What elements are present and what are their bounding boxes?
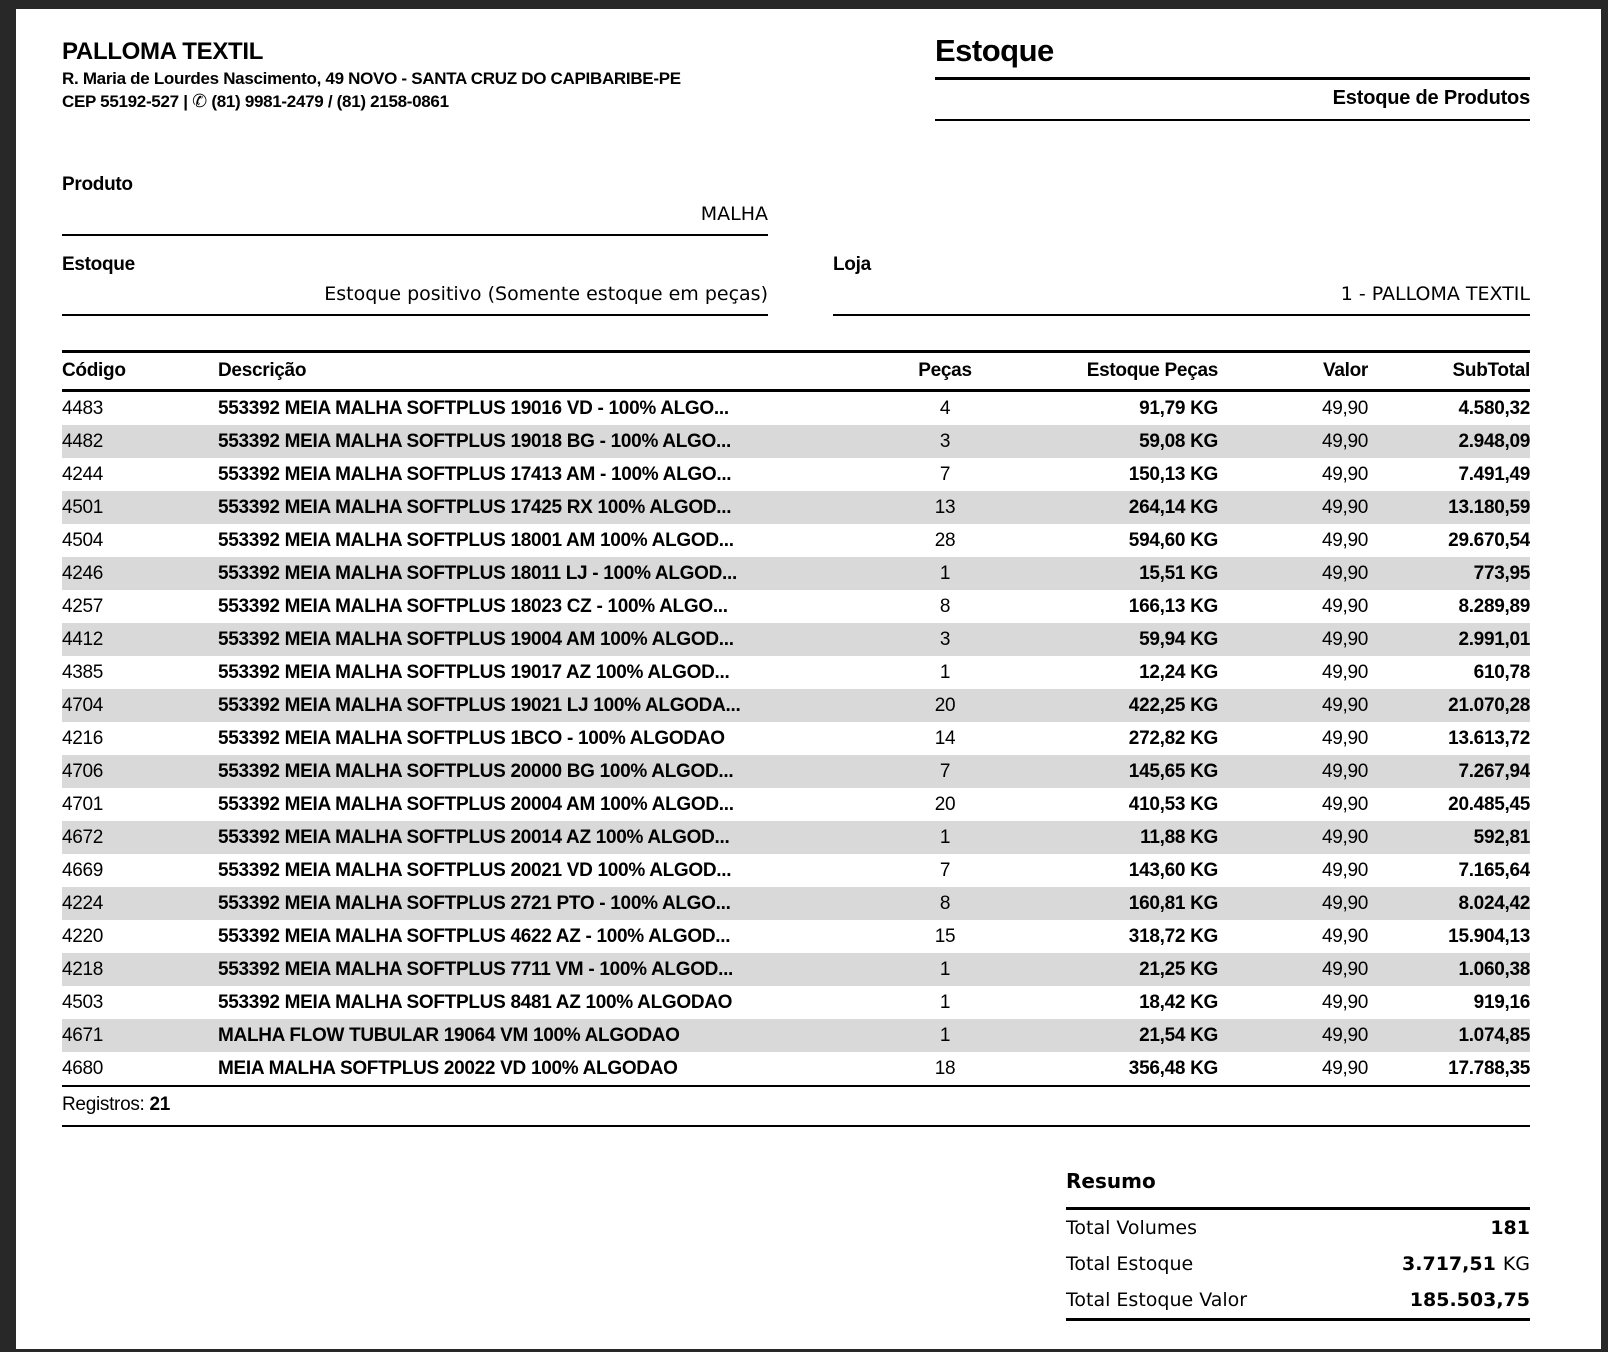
- cell-pecas: 7: [939, 760, 951, 782]
- cell-subtotal: 21.070,28: [1448, 694, 1530, 716]
- table-row: [62, 953, 1530, 986]
- cell-descricao: 553392 MEIA MALHA SOFTPLUS 19017 AZ 100% ALGOD...: [218, 661, 730, 683]
- produto-field-label: Produto: [62, 174, 133, 195]
- cell-pecas: 15: [934, 925, 956, 947]
- column-header-valor: Valor: [1323, 360, 1368, 381]
- cell-pecas: 8: [939, 595, 951, 617]
- column-header-codigo: Código: [62, 360, 126, 381]
- report-title: Estoque: [935, 33, 1530, 80]
- cell-subtotal: 13.613,72: [1448, 727, 1530, 749]
- cell-estoque_pecas: 12,24 KG: [1139, 661, 1218, 683]
- cell-codigo: 4218: [62, 958, 104, 980]
- estoque-field-label: Estoque: [62, 254, 135, 275]
- cell-descricao: 553392 MEIA MALHA SOFTPLUS 19021 LJ 100% ALGODA...: [218, 694, 741, 716]
- stock-table: [62, 350, 1530, 1127]
- cell-subtotal: 2.948,09: [1458, 430, 1530, 452]
- table-row: [62, 1019, 1530, 1052]
- cell-subtotal: 8.024,42: [1458, 892, 1530, 914]
- cell-valor: 49,90: [1321, 496, 1368, 518]
- cell-estoque_pecas: 145,65 KG: [1128, 760, 1218, 782]
- resumo-label: Total Estoque: [1066, 1253, 1194, 1275]
- cell-estoque_pecas: 410,53 KG: [1128, 793, 1218, 815]
- company-address: R. Maria de Lourdes Nascimento, 49 NOVO - SANTA CRUZ DO CAPIBARIBE-PE: [62, 69, 681, 88]
- cell-pecas: 8: [939, 892, 951, 914]
- table-row: [62, 392, 1530, 425]
- cell-descricao: 553392 MEIA MALHA SOFTPLUS 18023 CZ - 100% ALGO...: [218, 595, 728, 617]
- table-row: [62, 887, 1530, 920]
- cell-codigo: 4680: [62, 1057, 104, 1079]
- registros-row: [62, 1085, 1530, 1127]
- cell-codigo: 4482: [62, 430, 104, 452]
- cell-subtotal: 1.060,38: [1458, 958, 1530, 980]
- cell-pecas: 14: [934, 727, 956, 749]
- cell-descricao: 553392 MEIA MALHA SOFTPLUS 4622 AZ - 100% ALGOD...: [218, 925, 731, 947]
- cell-valor: 49,90: [1321, 793, 1368, 815]
- cell-pecas: 4: [939, 397, 951, 419]
- cell-subtotal: 13.180,59: [1448, 496, 1530, 518]
- cell-valor: 49,90: [1321, 958, 1368, 980]
- cell-subtotal: 8.289,89: [1458, 595, 1530, 617]
- cell-codigo: 4706: [62, 760, 104, 782]
- separator: |: [183, 92, 188, 111]
- cell-descricao: 553392 MEIA MALHA SOFTPLUS 18001 AM 100% ALGOD...: [218, 529, 734, 551]
- cell-valor: 49,90: [1321, 826, 1368, 848]
- table-row: [62, 656, 1530, 689]
- table-row: [62, 458, 1530, 491]
- table-row: [62, 689, 1530, 722]
- cell-valor: 49,90: [1321, 1057, 1368, 1079]
- cell-estoque_pecas: 356,48 KG: [1128, 1057, 1218, 1079]
- cell-codigo: 4385: [62, 661, 104, 683]
- cell-estoque_pecas: 264,14 KG: [1128, 496, 1218, 518]
- cell-codigo: 4220: [62, 925, 104, 947]
- cell-valor: 49,90: [1321, 859, 1368, 881]
- cell-estoque_pecas: 91,79 KG: [1139, 397, 1218, 419]
- cell-codigo: 4412: [62, 628, 104, 650]
- cell-codigo: 4216: [62, 727, 104, 749]
- cell-codigo: 4483: [62, 397, 104, 419]
- table-row: [62, 425, 1530, 458]
- cell-descricao: 553392 MEIA MALHA SOFTPLUS 20004 AM 100% ALGOD...: [218, 793, 734, 815]
- cell-pecas: 28: [934, 529, 956, 551]
- registros-label: Registros:: [62, 1094, 145, 1115]
- cell-valor: 49,90: [1321, 397, 1368, 419]
- report-subtitle: Estoque de Produtos: [935, 80, 1530, 121]
- cell-descricao: 553392 MEIA MALHA SOFTPLUS 17425 RX 100% ALGOD...: [218, 496, 732, 518]
- report-page: [16, 9, 1601, 1349]
- table-row: [62, 920, 1530, 953]
- cell-codigo: 4246: [62, 562, 104, 584]
- cell-subtotal: 17.788,35: [1448, 1057, 1530, 1079]
- cell-descricao: 553392 MEIA MALHA SOFTPLUS 8481 AZ 100% ALGODAO: [218, 991, 733, 1013]
- cell-descricao: 553392 MEIA MALHA SOFTPLUS 19018 BG - 100% ALGO...: [218, 430, 731, 452]
- column-header-estoque-pecas: Estoque Peças: [1086, 360, 1218, 381]
- estoque-field-value: Estoque positivo (Somente estoque em peças): [62, 283, 768, 316]
- cell-codigo: 4504: [62, 529, 104, 551]
- cell-valor: 49,90: [1321, 562, 1368, 584]
- cell-pecas: 7: [939, 859, 951, 881]
- cell-codigo: 4701: [62, 793, 104, 815]
- cell-descricao: 553392 MEIA MALHA SOFTPLUS 7711 VM - 100% ALGOD...: [218, 958, 734, 980]
- resumo-row-total-volumes: [1066, 1210, 1530, 1246]
- table-row: [62, 590, 1530, 623]
- cell-valor: 49,90: [1321, 463, 1368, 485]
- cell-subtotal: 1.074,85: [1458, 1024, 1530, 1046]
- cell-valor: 49,90: [1321, 727, 1368, 749]
- registros-value: 21: [149, 1094, 171, 1115]
- table-row: [62, 491, 1530, 524]
- cell-descricao: 553392 MEIA MALHA SOFTPLUS 19016 VD - 100% ALGO...: [218, 397, 729, 419]
- table-row: [62, 722, 1530, 755]
- resumo-label: Total Estoque Valor: [1066, 1289, 1248, 1311]
- cell-pecas: 1: [939, 958, 951, 980]
- cell-valor: 49,90: [1321, 892, 1368, 914]
- cell-descricao: MEIA MALHA SOFTPLUS 20022 VD 100% ALGODAO: [218, 1057, 678, 1079]
- cell-estoque_pecas: 143,60 KG: [1128, 859, 1218, 881]
- table-row: [62, 557, 1530, 590]
- resumo-panel: [1066, 1169, 1530, 1321]
- cell-valor: 49,90: [1321, 925, 1368, 947]
- cell-descricao: MALHA FLOW TUBULAR 19064 VM 100% ALGODAO: [218, 1024, 680, 1046]
- cell-estoque_pecas: 594,60 KG: [1128, 529, 1218, 551]
- loja-field-value: 1 - PALLOMA TEXTIL: [833, 283, 1530, 316]
- cell-valor: 49,90: [1321, 661, 1368, 683]
- cell-estoque_pecas: 160,81 KG: [1128, 892, 1218, 914]
- resumo-label: Total Volumes: [1066, 1217, 1197, 1239]
- cell-codigo: 4224: [62, 892, 104, 914]
- resumo-value: 181: [1490, 1217, 1530, 1239]
- cell-codigo: 4704: [62, 694, 104, 716]
- cell-valor: 49,90: [1321, 760, 1368, 782]
- resumo-rows: [1066, 1210, 1530, 1321]
- cell-subtotal: 15.904,13: [1448, 925, 1530, 947]
- cell-pecas: 3: [939, 430, 951, 452]
- cell-subtotal: 773,95: [1473, 562, 1530, 584]
- cell-estoque_pecas: 166,13 KG: [1128, 595, 1218, 617]
- table-row: [62, 986, 1530, 1019]
- cell-codigo: 4503: [62, 991, 104, 1013]
- company-cep: CEP 55192-527: [62, 92, 179, 111]
- column-header-subtotal: SubTotal: [1452, 360, 1530, 381]
- cell-descricao: 553392 MEIA MALHA SOFTPLUS 19004 AM 100% ALGOD...: [218, 628, 734, 650]
- table-header-row: [62, 350, 1530, 392]
- loja-field-label: Loja: [833, 254, 871, 275]
- cell-descricao: 553392 MEIA MALHA SOFTPLUS 20021 VD 100% ALGOD...: [218, 859, 732, 881]
- cell-pecas: 7: [939, 463, 951, 485]
- cell-estoque_pecas: 21,54 KG: [1139, 1024, 1218, 1046]
- cell-subtotal: 7.165,64: [1458, 859, 1530, 881]
- cell-valor: 49,90: [1321, 1024, 1368, 1046]
- cell-pecas: 18: [934, 1057, 956, 1079]
- table-row: [62, 854, 1530, 887]
- cell-subtotal: 20.485,45: [1448, 793, 1530, 815]
- resumo-row-total-estoque-valor: [1066, 1282, 1530, 1318]
- cell-descricao: 553392 MEIA MALHA SOFTPLUS 2721 PTO - 100% ALGO...: [218, 892, 731, 914]
- table-row: [62, 755, 1530, 788]
- column-header-pecas: Peças: [918, 360, 972, 381]
- cell-subtotal: 610,78: [1473, 661, 1530, 683]
- company-phones: (81) 9981-2479 / (81) 2158-0861: [211, 92, 449, 111]
- cell-estoque_pecas: 21,25 KG: [1139, 958, 1218, 980]
- company-header: [62, 37, 681, 113]
- table-row: [62, 788, 1530, 821]
- cell-subtotal: 29.670,54: [1448, 529, 1530, 551]
- cell-pecas: 3: [939, 628, 951, 650]
- cell-estoque_pecas: 150,13 KG: [1128, 463, 1218, 485]
- cell-codigo: 4244: [62, 463, 104, 485]
- cell-subtotal: 2.991,01: [1458, 628, 1530, 650]
- cell-descricao: 553392 MEIA MALHA SOFTPLUS 20014 AZ 100% ALGOD...: [218, 826, 730, 848]
- table-row: [62, 821, 1530, 854]
- table-row: [62, 524, 1530, 557]
- cell-codigo: 4669: [62, 859, 104, 881]
- cell-descricao: 553392 MEIA MALHA SOFTPLUS 20000 BG 100% ALGOD...: [218, 760, 734, 782]
- cell-pecas: 13: [934, 496, 956, 518]
- cell-descricao: 553392 MEIA MALHA SOFTPLUS 1BCO - 100% ALGODAO: [218, 727, 725, 749]
- cell-estoque_pecas: 59,08 KG: [1139, 430, 1218, 452]
- cell-pecas: 20: [934, 793, 956, 815]
- company-name: PALLOMA TEXTIL: [62, 38, 264, 65]
- cell-valor: 49,90: [1321, 430, 1368, 452]
- cell-pecas: 1: [939, 661, 951, 683]
- cell-pecas: 20: [934, 694, 956, 716]
- cell-estoque_pecas: 11,88 KG: [1140, 826, 1218, 848]
- cell-estoque_pecas: 15,51 KG: [1139, 562, 1218, 584]
- cell-valor: 49,90: [1321, 595, 1368, 617]
- cell-codigo: 4501: [62, 496, 104, 518]
- cell-pecas: 1: [939, 562, 951, 584]
- table-row: [62, 623, 1530, 656]
- table-body: [62, 392, 1530, 1085]
- cell-pecas: 1: [939, 826, 951, 848]
- cell-estoque_pecas: 422,25 KG: [1128, 694, 1218, 716]
- resumo-value: 185.503,75: [1409, 1289, 1530, 1311]
- resumo-title: Resumo: [1066, 1169, 1530, 1210]
- phone-icon: ✆: [192, 91, 207, 111]
- cell-valor: 49,90: [1321, 991, 1368, 1013]
- produto-field-value: MALHA: [62, 203, 768, 236]
- cell-valor: 49,90: [1321, 529, 1368, 551]
- report-title-block: [935, 33, 1530, 121]
- cell-estoque_pecas: 318,72 KG: [1128, 925, 1218, 947]
- column-header-descricao: Descrição: [218, 360, 307, 381]
- cell-valor: 49,90: [1321, 628, 1368, 650]
- cell-codigo: 4257: [62, 595, 104, 617]
- cell-codigo: 4672: [62, 826, 104, 848]
- cell-pecas: 1: [939, 1024, 951, 1046]
- cell-estoque_pecas: 59,94 KG: [1139, 628, 1218, 650]
- cell-estoque_pecas: 272,82 KG: [1128, 727, 1218, 749]
- cell-codigo: 4671: [62, 1024, 104, 1046]
- cell-valor: 49,90: [1321, 694, 1368, 716]
- cell-descricao: 553392 MEIA MALHA SOFTPLUS 18011 LJ - 100% ALGOD...: [218, 562, 737, 584]
- cell-pecas: 1: [939, 991, 951, 1013]
- cell-subtotal: 7.267,94: [1458, 760, 1530, 782]
- cell-subtotal: 4.580,32: [1458, 397, 1530, 419]
- cell-subtotal: 7.491,49: [1458, 463, 1530, 485]
- cell-estoque_pecas: 18,42 KG: [1139, 991, 1218, 1013]
- cell-descricao: 553392 MEIA MALHA SOFTPLUS 17413 AM - 100% ALGO...: [218, 463, 732, 485]
- cell-subtotal: 592,81: [1473, 826, 1530, 848]
- resumo-row-total-estoque: [1066, 1246, 1530, 1282]
- table-row: [62, 1052, 1530, 1085]
- resumo-value: 3.717,51 KG: [1402, 1253, 1530, 1275]
- company-contact-line: [62, 90, 681, 113]
- cell-subtotal: 919,16: [1473, 991, 1530, 1013]
